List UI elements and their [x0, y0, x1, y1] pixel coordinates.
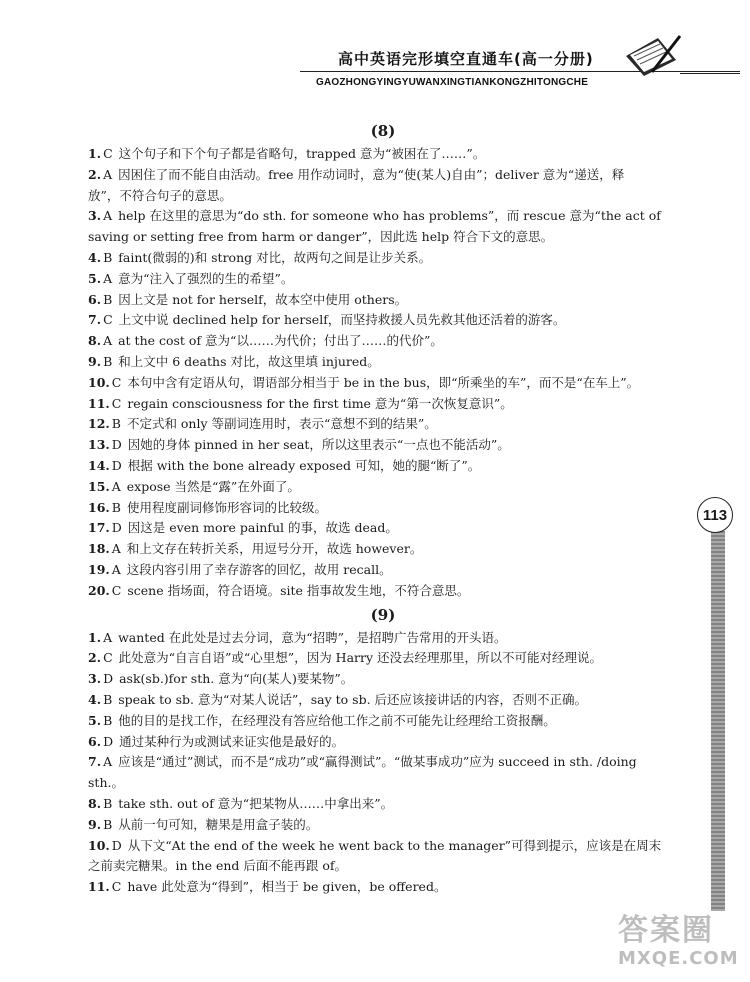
item-explanation: wanted 在此处是过去分词，意为“招聘”，是招聘广告常用的开头语。	[118, 629, 507, 645]
item-explanation: 应该是“通过”测试，而不是“成功”或“赢得测试”。“做某事成功”应为 succeed in sth. /doing	[118, 754, 637, 770]
item-number: 10.	[88, 374, 110, 390]
answer-item	[88, 690, 678, 711]
answer-item	[88, 310, 678, 331]
answer-item	[88, 248, 678, 269]
answer-item	[88, 206, 678, 227]
item-answer: B	[103, 291, 113, 307]
section-9	[88, 604, 678, 898]
item-explanation: 不定式和 only 等副词连用时，表示“意想不到的结果”。	[126, 416, 437, 432]
book-title: 高中英语完形填空直通车(高一分册)	[338, 50, 594, 68]
item-answer: D	[111, 520, 122, 536]
answer-item	[88, 498, 678, 519]
item-answer: A	[111, 478, 121, 494]
item-explanation: ask(sb.)for sth. 意为“向(某人)要某物”。	[119, 671, 354, 687]
item-answer: A	[103, 333, 113, 349]
answer-item	[88, 477, 678, 498]
answer-item	[88, 518, 678, 539]
item-number: 19.	[88, 561, 110, 577]
item-explanation: help 在这里的意思为“do sth. for someone who has problems”，而 rescue 意为“the act of	[118, 208, 661, 224]
item-explanation-continued: 放”，不符合句子的意思。	[88, 187, 232, 203]
answer-item	[88, 732, 678, 753]
item-explanation-continued: 之前卖完糖果。in the end 后面不能再跟 of。	[88, 858, 348, 874]
item-number: 20.	[88, 582, 110, 598]
item-answer: B	[111, 499, 121, 515]
notebook-pen-icon	[622, 34, 682, 78]
item-number: 11.	[88, 395, 110, 411]
item-number: 1.	[88, 629, 102, 645]
item-number: 6.	[88, 733, 102, 749]
item-explanation: expose 当然是“露”在外面了。	[126, 478, 300, 494]
answer-item	[88, 836, 678, 857]
edge-stripe	[711, 531, 725, 911]
book-title-pinyin: GAOZHONGYINGYUWANXINGTIANKONGZHITONGCHE	[316, 77, 589, 88]
item-number: 14.	[88, 457, 110, 473]
item-explanation: 通过某种行为或测试来证实他是最好的。	[119, 733, 345, 749]
item-explanation: 此处意为“自言自语”或“心里想”，因为 Harry 还没去经理那里，所以不可能对经理说。	[118, 650, 603, 666]
item-explanation: 因她的身体 pinned in her seat，所以这里表示“一点也不能活动”。	[127, 437, 510, 453]
item-explanation: 和上文存在转折关系，用逗号分开，故选 however。	[126, 541, 423, 557]
answer-content	[88, 118, 678, 898]
answer-item	[88, 711, 678, 732]
answer-item	[88, 290, 678, 311]
item-answer: B	[103, 691, 113, 707]
answer-item	[88, 648, 678, 669]
item-answer: A	[103, 166, 113, 182]
answer-item	[88, 456, 678, 477]
page-edge-tab	[697, 497, 733, 957]
answer-item	[88, 560, 678, 581]
page-number: 113	[697, 497, 733, 533]
watermark-top: 答案圈	[618, 913, 714, 948]
section-8	[88, 120, 678, 602]
item-answer: C	[103, 146, 113, 161]
item-number: 5.	[88, 270, 102, 286]
answer-item	[88, 165, 678, 186]
item-number: 3.	[88, 671, 102, 687]
item-answer: B	[103, 353, 113, 369]
item-answer: D	[111, 837, 122, 853]
answer-item	[88, 581, 678, 602]
item-explanation: 这段内容引用了幸存游客的回忆，故用 recall。	[126, 561, 392, 577]
item-answer: B	[103, 795, 113, 811]
item-answer: B	[111, 416, 121, 432]
answer-item	[88, 435, 678, 456]
item-explanation: have 此处意为“得到”，相当于 be given，be offered。	[127, 879, 447, 895]
watermark-bottom: MXQE.COM	[618, 948, 739, 969]
item-explanation: 因困住了而不能自由活动。free 用作动词时，意为“使(某人)自由”；deliver 意为“递送，释	[118, 166, 625, 182]
answer-item	[88, 373, 678, 394]
item-explanation: 因这是 even more painful 的事，故选 dead。	[127, 520, 398, 536]
item-answer: A	[103, 754, 113, 770]
page-header	[300, 40, 740, 102]
answer-item	[88, 331, 678, 352]
answer-item	[88, 794, 678, 815]
item-explanation: 和上文中 6 deaths 对比，故这里填 injured。	[118, 353, 380, 369]
answer-item	[88, 628, 678, 649]
item-number: 13.	[88, 437, 110, 453]
item-explanation: at the cost of 意为“以……为代价；付出了……的代价”。	[118, 333, 443, 349]
item-number: 17.	[88, 520, 110, 536]
item-answer: B	[103, 712, 113, 728]
item-explanation: regain consciousness for the first time 意为“第一次恢复意识”。	[127, 395, 513, 411]
item-answer: A	[103, 270, 113, 286]
item-answer: C	[111, 582, 122, 598]
item-answer: D	[111, 437, 122, 453]
item-answer: C	[103, 650, 113, 666]
watermark-logo	[618, 914, 742, 976]
item-explanation: 使用程度副词修饰形容词的比较级。	[126, 499, 327, 515]
answer-item	[88, 877, 678, 898]
item-explanation: 从前一句可知，糖果是用盒子装的。	[118, 816, 319, 832]
item-explanation: speak to sb. 意为“对某人说话”，say to sb. 后还应该接讲话的内容，否则不正确。	[118, 691, 588, 707]
item-number: 9.	[88, 816, 102, 832]
item-answer: C	[103, 312, 113, 328]
item-number: 18.	[88, 541, 110, 557]
item-number: 7.	[88, 754, 102, 770]
answer-item	[88, 414, 678, 435]
item-answer: A	[103, 208, 113, 224]
answer-item	[88, 752, 678, 773]
item-number: 3.	[88, 208, 102, 224]
item-number: 12.	[88, 416, 110, 432]
item-explanation: 意为“注入了强烈的生的希望”。	[118, 270, 294, 286]
header-rule-right	[680, 73, 740, 74]
answer-item	[88, 352, 678, 373]
item-number: 6.	[88, 291, 102, 307]
item-explanation: take sth. out of 意为“把某物从……中拿出来”。	[118, 795, 394, 811]
item-number: 8.	[88, 333, 102, 349]
item-explanation: 根据 with the bone already exposed 可知，她的腿“断了”。	[127, 457, 481, 473]
item-number: 9.	[88, 353, 102, 369]
item-answer: C	[111, 374, 122, 390]
item-number: 1.	[88, 146, 102, 161]
item-number: 11.	[88, 879, 110, 895]
item-explanation: 因上文是 not for herself，故本空中使用 others。	[118, 291, 408, 307]
answer-item	[88, 394, 678, 415]
section-heading: (9)	[370, 605, 396, 624]
item-answer: D	[111, 457, 122, 473]
item-number: 16.	[88, 499, 110, 515]
item-number: 15.	[88, 478, 110, 494]
item-answer: A	[111, 561, 121, 577]
item-answer: D	[103, 671, 114, 687]
item-number: 2.	[88, 166, 102, 182]
item-answer: B	[103, 816, 113, 832]
item-answer: D	[103, 733, 114, 749]
item-explanation-continued: saving or setting free from harm or danger”，因此选 help 符合下文的意思。	[88, 229, 554, 245]
item-answer: A	[103, 629, 113, 645]
item-number: 2.	[88, 650, 102, 666]
item-number: 4.	[88, 691, 102, 707]
item-explanation: 他的目的是找工作，在经理没有答应给他工作之前不可能先让经理给工资报酬。	[118, 712, 556, 728]
item-explanation: faint(微弱的)和 strong 对比，故两句之间是让步关系。	[118, 249, 432, 265]
item-explanation-continued: sth.。	[88, 775, 124, 791]
item-answer: C	[111, 879, 122, 895]
item-number: 4.	[88, 249, 102, 265]
item-answer: C	[111, 395, 122, 411]
item-number: 5.	[88, 712, 102, 728]
answer-item	[88, 815, 678, 836]
item-number: 10.	[88, 837, 110, 853]
answer-item	[88, 669, 678, 690]
item-number: 7.	[88, 312, 102, 328]
item-answer: B	[103, 249, 113, 265]
item-explanation: 这个句子和下个句子都是省略句，trapped 意为“被困在了……”。	[118, 146, 486, 161]
answer-item	[88, 144, 678, 165]
answer-item	[88, 269, 678, 290]
section-heading: (8)	[370, 122, 396, 140]
answer-item	[88, 539, 678, 560]
item-explanation: scene 指场面，符合语境。site 指事故发生地，不符合意思。	[127, 582, 470, 598]
item-answer: A	[111, 541, 121, 557]
item-number: 8.	[88, 795, 102, 811]
item-explanation: 本句中含有定语从句，谓语部分相当于 be in the bus，即“所乘坐的车”，而不是“在车上”。	[127, 374, 640, 390]
item-explanation: 上文中说 declined help for herself，而坚持救援人员先救其他还活着的游客。	[118, 312, 566, 328]
item-explanation: 从下文“At the end of the week he went back to the manager”可得到提示，应该是在周末	[127, 837, 662, 853]
